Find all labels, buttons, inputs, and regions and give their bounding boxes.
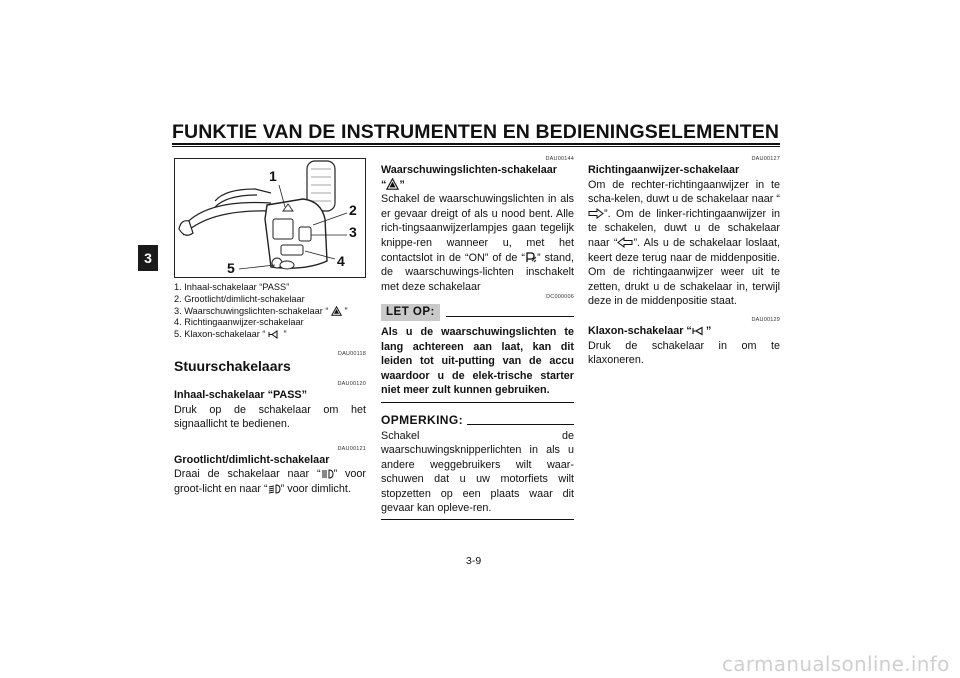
- callout-2: 2: [349, 202, 357, 218]
- note-body: Schakel de waarschuwingsknipperlichten in als u andere weggebruikers wilt waar-schuwen dat u uw motorfiets wilt stopzetten op een plaats waar dit gevaar kan opleve-ren.: [381, 429, 574, 521]
- caption-item: 2. Grootlicht/dimlicht-schakelaar: [174, 293, 305, 304]
- watermark: carmanualsonline.info: [722, 652, 950, 676]
- hazard-switch-symbol-line: “ ”: [381, 178, 405, 191]
- ref-code: DAU00121: [337, 445, 366, 452]
- header-rule-thin: [172, 146, 780, 147]
- hazard-triangle-icon: [331, 306, 342, 316]
- ref-code: DC000006: [546, 294, 574, 301]
- header-rule: [172, 143, 780, 145]
- callout-1: 1: [269, 168, 277, 184]
- page-number: 3-9: [466, 555, 482, 567]
- pass-switch-body: Druk op de schakelaar om het signaallicht te bedienen.: [174, 403, 366, 431]
- column-2: [381, 156, 574, 520]
- turn-signal-switch-body: Om de rechter-richtingaanwijzer in te scha-kelen, duwt u de schakelaar naar “”. Om de linker-richtingaanwijzer in te schakelen, duwt u de schakelaar naar “ ”. Als u de schakelaar loslaat, keert deze terug naar de middenpositie. Om de richtingaanwijzer weer uit te zetten, drukt u de schakelaar in, terwijl deze in de middenpositie staat.: [588, 178, 780, 308]
- note-box: [381, 413, 574, 520]
- column-3: [588, 156, 780, 368]
- section-title: Stuurschakelaars: [174, 357, 291, 374]
- hazard-switch-title: Waarschuwingslichten-schakelaar: [381, 164, 558, 176]
- callout-3: 3: [349, 224, 357, 240]
- chapter-tab: 3: [138, 245, 158, 271]
- caption-item: 5. Klaxon-schakelaar “ ”: [174, 329, 287, 340]
- notice-label: LET OP:: [381, 304, 440, 321]
- pass-switch-title: Inhaal-schakelaar “PASS”: [174, 388, 308, 401]
- ref-code: DAU00129: [751, 316, 780, 323]
- column-1: [174, 158, 366, 497]
- callout-5: 5: [227, 260, 235, 276]
- note-rule: [467, 424, 574, 425]
- hazard-triangle-icon: [386, 178, 399, 190]
- notice-body: Als u de waarschuwingslichten te lang achtereen aan laat, kan dit leiden tot uit-putting van de accu waardoor u de elek-trische starter niet meer zult kunnen gebruiken.: [381, 325, 574, 403]
- horn-icon: [268, 330, 281, 339]
- park-p-icon: [525, 252, 537, 263]
- dimmer-switch-title: Grootlicht/dimlicht-schakelaar: [174, 453, 330, 466]
- page-header: FUNKTIE VAN DE INSTRUMENTEN EN BEDIENINGSELEMENTEN: [172, 121, 780, 143]
- horn-switch-title: Klaxon-schakelaar “ ”: [588, 324, 712, 337]
- horn-icon: [692, 326, 706, 336]
- dimmer-switch-body: Draai de schakelaar naar “ ” voor groot-licht en naar “ ” voor dimlicht.: [174, 468, 366, 495]
- caption-item: 1. Inhaal-schakelaar “PASS”: [174, 282, 290, 292]
- callout-4: 4: [337, 253, 345, 269]
- caption-item: 4. Richtingaanwijzer-schakelaar: [174, 317, 304, 328]
- notice-rule: [446, 316, 574, 317]
- low-beam-icon: [268, 484, 281, 494]
- handlebar-switch-figure: [174, 158, 366, 278]
- ref-code: DAU00120: [337, 380, 366, 387]
- turn-signal-switch-title: Richtingaanwijzer-schakelaar: [588, 164, 740, 176]
- notice-box: [381, 304, 574, 403]
- hazard-switch-body: Schakel de waarschuwingslichten in als er gevaar dreigt of als u nood bent. Alle rich-tingsaanwijzerlampjes gaan tegelijk knippe-ren wanneer u, met het contactslot in de “ON” of de “ ” stand, de waarschuwings-lichten inschakelt met deze schakelaar: [381, 193, 574, 293]
- turn-right-arrow-icon: [588, 208, 604, 219]
- figure-caption-list: [174, 282, 366, 341]
- ref-code: DAU00118: [337, 350, 366, 357]
- high-beam-icon: [321, 469, 334, 479]
- ref-code: DAU00127: [751, 156, 780, 162]
- caption-item: 3. Waarschuwingslichten-schakelaar “ ”: [174, 305, 348, 316]
- horn-switch-body: Druk de schakelaar in om te klaxoneren.: [588, 339, 780, 367]
- turn-left-arrow-icon: [617, 237, 633, 248]
- ref-code: DAU00144: [545, 156, 574, 162]
- note-label: OPMERKING:: [381, 412, 463, 427]
